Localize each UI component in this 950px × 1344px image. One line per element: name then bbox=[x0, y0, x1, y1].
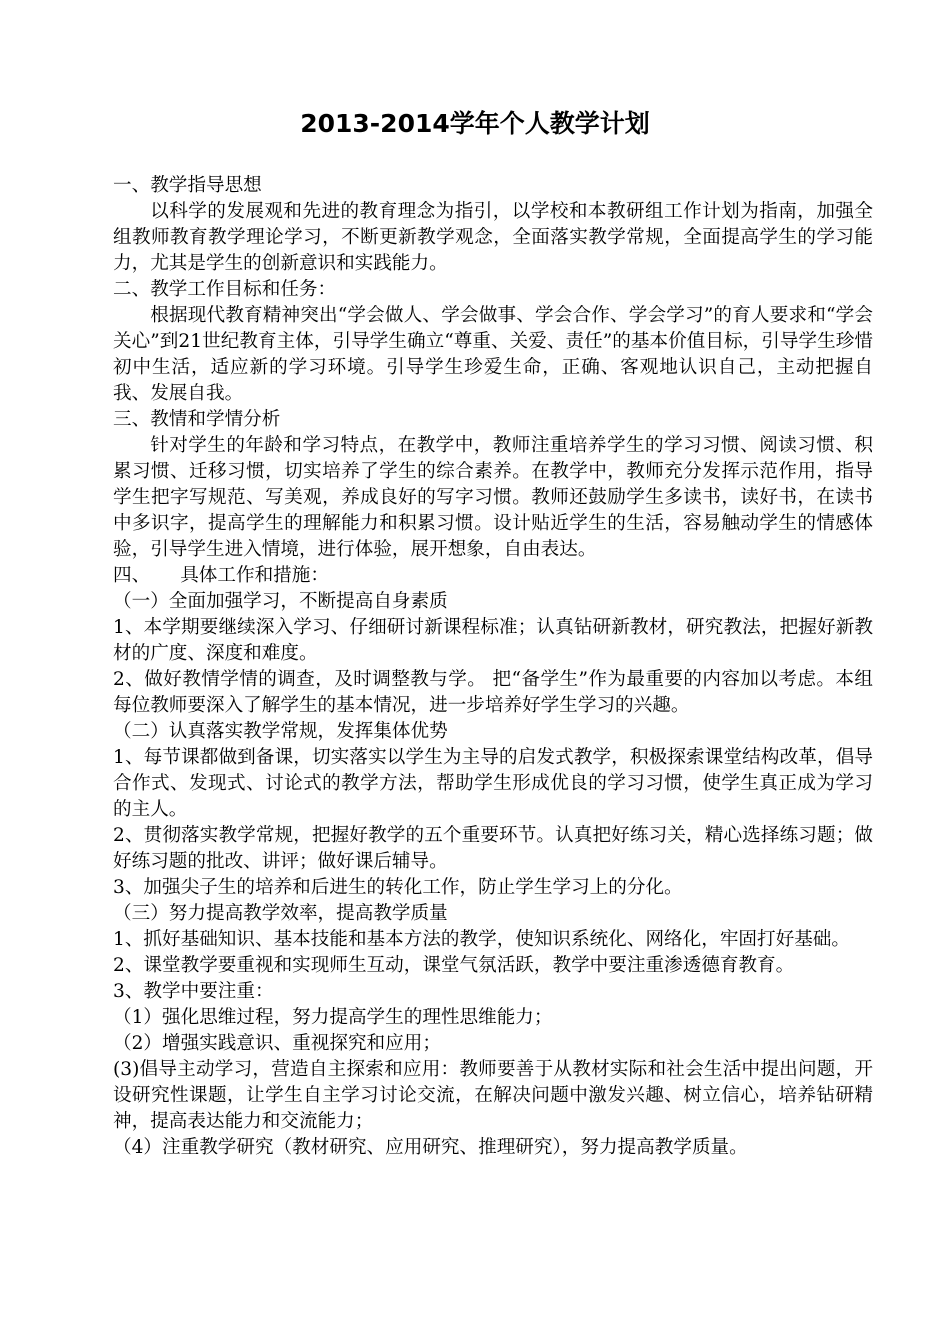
section-heading-4 bbox=[113, 563, 873, 589]
sub-list-item: （4）注重教学研究（教材研究、应用研究、推理研究），努力提高教学质量。 bbox=[113, 1137, 748, 1158]
paragraph-guiding-thought: 以科学的发展观和先进的教育理念为指引，以学校和本教研组工作计划为指南，加强全组教师教育教学理论学习，不断更新教学观念，全面落实教学常规，全面提高学生的学习能力，尤其是学生的创新意识和实践能力。 bbox=[113, 201, 873, 274]
list-item: 3、加强尖子生的培养和后进生的转化工作，防止学生学习上的分化。 bbox=[113, 877, 683, 898]
document-title: 2013-2014学年个人教学计划 bbox=[300, 109, 650, 138]
section-heading-2: 二、教学工作目标和任务： bbox=[113, 279, 337, 300]
section-title-4: 具体工作和措施： bbox=[180, 565, 329, 586]
subsection-heading-3: （三）努力提高教学效率，提高教学质量 bbox=[113, 903, 448, 924]
sub-list-item: （2）增强实践意识、重视探究和应用； bbox=[113, 1033, 441, 1054]
list-item: 1、每节课都做到备课，切实落实以学生为主导的启发式教学，积极探索课堂结构改革，倡导合作式、发现式、讨论式的教学方法，帮助学生形成优良的学习习惯，使学生真正成为学习的主人。 bbox=[113, 747, 873, 820]
list-item: 1、本学期要继续深入学习、仔细研讨新课程标准；认真钻研新教材，研究教法，把握好新教材的广度、深度和难度。 bbox=[113, 617, 873, 664]
sub-list-item: （1）强化思维过程，努力提高学生的理性思维能力； bbox=[113, 1007, 553, 1028]
list-item: 2、课堂教学要重视和实现师生互动，课堂气氛活跃，教学中要注重渗透德育教育。 bbox=[113, 955, 795, 976]
section-heading-3: 三、教情和学情分析 bbox=[113, 409, 281, 430]
paragraph-analysis: 针对学生的年龄和学习特点，在教学中，教师注重培养学生的学习习惯、阅读习惯、积累习惯、迁移习惯，切实培养了学生的综合素养。在教学中，教师充分发挥示范作用，指导学生把字写规范、写美观，养成良好的写字习惯。教师还鼓励学生多读书，读好书，在读书中多识字，提高学生的理解能力和积累习惯。设计贴近学生的生活，容易触动学生的情感体验，引导学生进入情境，进行体验，展开想象，自由表达。 bbox=[113, 435, 873, 560]
document-body bbox=[113, 173, 873, 1161]
paragraph-goals: 根据现代教育精神突出“学会做人、学会做事、学会合作、学会学习”的育人要求和“学会关心”到21世纪教育主体，引导学生确立“尊重、关爱、责任”的基本价值目标，引导学生珍惜初中生活，适应新的学习环境。引导学生珍爱生命，正确、客观地认识自己，主动把握自我、发展自我。 bbox=[113, 305, 873, 404]
list-item: 3、教学中要注重： bbox=[113, 981, 274, 1002]
section-number-4: 四、 bbox=[113, 565, 151, 586]
subsection-heading-2: （二）认真落实教学常规，发挥集体优势 bbox=[113, 721, 448, 742]
list-item: 2、做好教情学情的调查，及时调整教与学。 把“备学生”作为最重要的内容加以考虑。本组每位教师要深入了解学生的基本情况，进一步培养好学生学习的兴趣。 bbox=[113, 669, 873, 716]
subsection-heading-1: （一）全面加强学习，不断提高自身素质 bbox=[113, 591, 448, 612]
section-heading-1: 一、教学指导思想 bbox=[113, 175, 262, 196]
list-item: 1、抓好基础知识、基本技能和基本方法的教学，使知识系统化、网络化，牢固打好基础。 bbox=[113, 929, 850, 950]
list-item: 2、贯彻落实教学常规，把握好教学的五个重要环节。认真把好练习关，精心选择练习题；做好练习题的批改、讲评；做好课后辅导。 bbox=[113, 825, 873, 872]
sub-list-item: (3)倡导主动学习，营造自主探索和应用：教师要善于从教材实际和社会生活中提出问题，开设研究性课题，让学生自主学习讨论交流，在解决问题中激发兴趣、树立信心，培养钻研精神，提高表达能力和交流能力； bbox=[113, 1059, 873, 1132]
